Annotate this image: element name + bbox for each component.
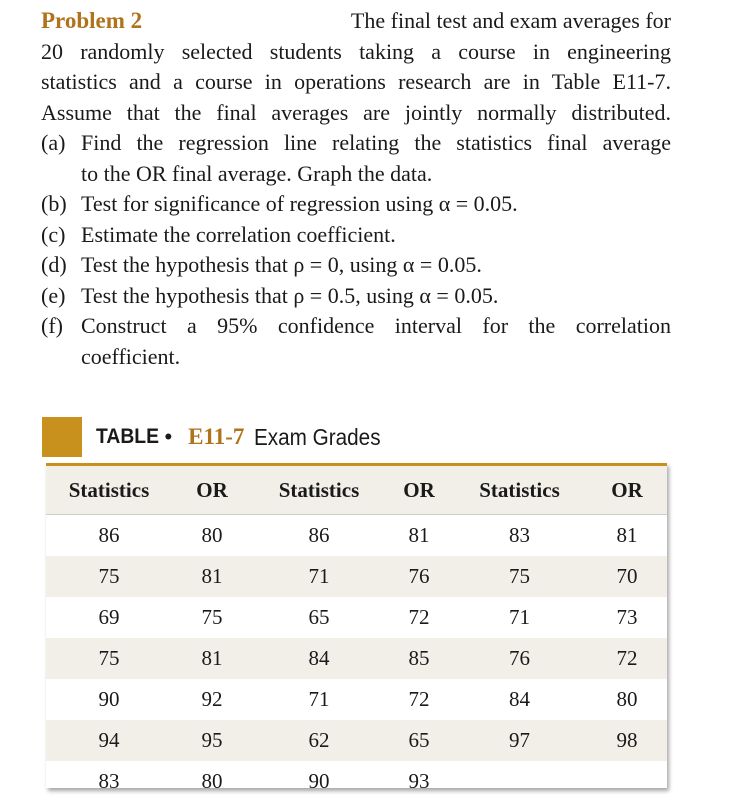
column-header: Statistics xyxy=(452,466,587,515)
table-cell xyxy=(452,761,587,802)
problem-intro-line: 20 randomly selected students taking a course in engineering xyxy=(41,38,671,64)
table-cell: 75 xyxy=(201,605,223,629)
table-cell: 98 xyxy=(587,720,667,761)
table-cell: 81 xyxy=(408,523,430,547)
problem-intro-first: The final test and exam averages for xyxy=(350,8,671,33)
table-header-row xyxy=(46,466,667,515)
part-letter: (d) xyxy=(41,252,67,277)
part-letter: (f) xyxy=(41,313,63,338)
problem-part-b xyxy=(41,189,671,220)
table-cell: 84 xyxy=(252,638,386,679)
table-cell: 83 xyxy=(509,523,530,547)
part-letter: (e) xyxy=(41,282,66,308)
column-header: OR xyxy=(386,466,452,515)
problem-part-a xyxy=(41,128,671,189)
table-cell: 70 xyxy=(587,556,667,597)
table-cell: 84 xyxy=(509,687,530,711)
table-cell: 72 xyxy=(408,687,430,711)
table-row xyxy=(46,679,667,720)
problem-part-c xyxy=(41,220,671,251)
table-cell: 75 xyxy=(46,638,172,679)
column-header: Statistics xyxy=(46,466,172,515)
part-text: Test the hypothesis that ρ = 0.5, using α = 0.05. xyxy=(81,282,499,308)
problem-parts-list xyxy=(41,128,671,372)
table-cell: 80 xyxy=(201,523,223,547)
problem-header-line xyxy=(41,6,671,37)
table-caption xyxy=(42,417,395,457)
table-cell: 90 xyxy=(98,687,120,711)
part-letter: (c) xyxy=(41,221,66,247)
table-row xyxy=(46,556,667,597)
part-text: Test for significance of regression using α = 0.05. xyxy=(81,191,518,216)
table-cell: 86 xyxy=(308,523,330,547)
part-text: Find the regression line relating the statistics final average xyxy=(81,130,671,155)
column-header: OR xyxy=(587,466,667,515)
table-cell: 86 xyxy=(98,523,120,547)
table-cell: 75 xyxy=(452,556,587,597)
table-cell: 71 xyxy=(252,556,386,597)
part-letter: (b) xyxy=(41,191,67,216)
table-cell: 85 xyxy=(386,638,452,679)
table-cell: 65 xyxy=(308,605,330,629)
table-cell: 95 xyxy=(172,720,252,761)
table-cell: 90 xyxy=(308,769,330,793)
column-header: Statistics xyxy=(252,466,386,515)
table-cell: 80 xyxy=(201,769,223,793)
caption-table-id: E11-7 xyxy=(188,424,245,449)
table-cell xyxy=(587,761,667,802)
table-cell: 94 xyxy=(46,720,172,761)
table-cell: 93 xyxy=(408,769,430,793)
problem-intro-line: Assume that the final averages are jointly normally distributed. xyxy=(41,99,671,125)
table-cell: 83 xyxy=(98,769,120,793)
problem-intro-line: statistics and a course in operations research are in Table E11-7. xyxy=(41,69,671,94)
table-cell: 73 xyxy=(616,605,638,629)
caption-bullet: • xyxy=(164,424,173,449)
part-letter: (a) xyxy=(41,130,66,155)
table-cell: 75 xyxy=(46,556,172,597)
table-cell: 76 xyxy=(386,556,452,597)
table-cell: 97 xyxy=(452,720,587,761)
table-cell: 92 xyxy=(201,687,223,711)
table-cell: 81 xyxy=(616,523,638,547)
table-row xyxy=(46,761,667,802)
table-cell: 81 xyxy=(172,638,252,679)
table-cell: 65 xyxy=(386,720,452,761)
part-text: Estimate the correlation coefficient. xyxy=(81,221,396,247)
part-text: Test the hypothesis that ρ = 0, using α = 0.05. xyxy=(81,252,482,277)
table-row xyxy=(46,720,667,761)
column-header: OR xyxy=(172,466,252,515)
caption-table-name: Exam Grades xyxy=(254,423,381,450)
problem-part-f xyxy=(41,311,671,372)
caption-table-label: TABLE xyxy=(96,425,159,448)
table-cell: 62 xyxy=(252,720,386,761)
caption-color-block xyxy=(42,417,82,457)
part-text: Construct a 95% confidence interval for the correlation xyxy=(81,313,671,338)
table-row xyxy=(46,597,667,638)
part-text: to the OR final average. Graph the data. xyxy=(81,160,433,186)
problem-part-e xyxy=(41,281,671,312)
table-cell: 81 xyxy=(172,556,252,597)
table-row xyxy=(46,515,667,557)
table-cell: 72 xyxy=(587,638,667,679)
problem-statement xyxy=(41,6,671,372)
problem-title: Problem 2 xyxy=(41,8,143,33)
table-cell: 80 xyxy=(616,687,638,711)
table-cell: 76 xyxy=(452,638,587,679)
table-row xyxy=(46,638,667,679)
table-cell: 71 xyxy=(509,605,530,629)
table-cell: 71 xyxy=(308,687,330,711)
table-cell: 72 xyxy=(408,605,430,629)
grades-table-container xyxy=(46,463,667,793)
problem-part-d xyxy=(41,250,671,281)
part-text: coefficient. xyxy=(81,343,181,369)
grades-table xyxy=(46,466,667,802)
table-cell: 69 xyxy=(98,605,120,629)
